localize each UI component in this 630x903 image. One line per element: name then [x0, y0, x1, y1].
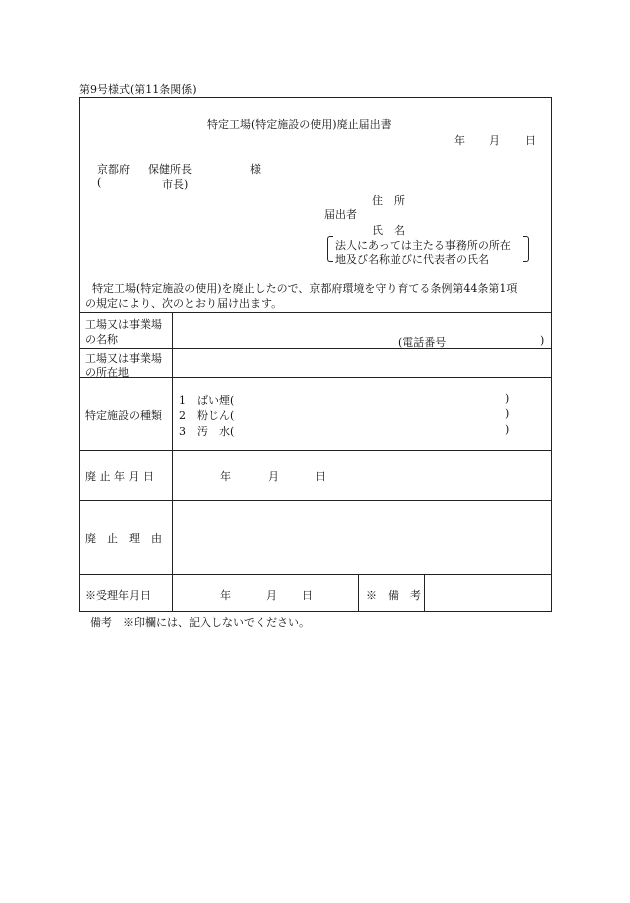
notifier-name-label: 氏 名 [372, 224, 405, 237]
addressee-health-center-chief: 保健所長 [148, 163, 192, 176]
factory-location-label-line1: 工場又は事業場 [85, 352, 162, 365]
abolition-date-year: 年 [220, 470, 231, 483]
statement-line1: 特定工場(特定施設の使用)を廃止したので、京都府環境を守り育てる条例第44条第1項 [92, 282, 518, 295]
facility-type-soot: 1 ばい煙( [179, 394, 235, 407]
facility-type-dust-close: ) [505, 407, 510, 420]
row-divider [80, 574, 551, 575]
abolition-reason-label: 廃 止 理 由 [85, 532, 162, 545]
corp-note-bracket-right [523, 236, 529, 262]
addressee-open-paren: ( [97, 176, 102, 189]
abolition-date-month: 月 [268, 470, 279, 483]
facility-type-sewage-close: ) [505, 423, 510, 436]
abolition-date-label: 廃 止 年 月 日 [85, 470, 154, 483]
receipt-date-label: ※受理年月日 [85, 589, 151, 602]
notification-form [79, 97, 552, 612]
remarks-divider-right [424, 574, 425, 612]
factory-name-label-line2: の名称 [85, 333, 118, 346]
receipt-date-day: 日 [302, 589, 313, 602]
form-title: 特定工場(特定施設の使用)廃止届出書 [207, 118, 392, 131]
addressee-honorific: 様 [250, 163, 261, 176]
header-date-month: 月 [489, 134, 500, 147]
row-divider [80, 450, 551, 451]
notifier-address-label: 住 所 [372, 194, 405, 207]
row-divider [80, 348, 551, 349]
row-divider [80, 377, 551, 378]
addressee-mayor: 市長) [162, 178, 189, 191]
corp-note-line2: 地及び名称並びに代表者の氏名 [335, 253, 489, 266]
receipt-date-year: 年 [220, 589, 231, 602]
corp-note-line1: 法人にあっては主たる事務所の所在 [335, 239, 511, 252]
phone-number-label: (電話番号 [398, 336, 447, 349]
abolition-date-day: 日 [315, 470, 326, 483]
footnote: 備考 ※印欄には、記入しないでください。 [90, 616, 310, 629]
label-column-divider [172, 312, 173, 612]
facility-type-soot-close: ) [505, 392, 510, 405]
row-divider [80, 312, 551, 313]
factory-name-label-line1: 工場又は事業場 [85, 318, 162, 331]
remarks-label: ※ 備 考 [366, 589, 421, 602]
row-divider [80, 500, 551, 501]
header-date-year: 年 [454, 134, 465, 147]
header-date-day: 日 [525, 134, 536, 147]
notifier-label: 届出者 [324, 208, 357, 221]
addressee-prefecture: 京都府 [97, 163, 130, 176]
statement-line2: の規定により、次のとおり届け出ます。 [85, 297, 283, 310]
facility-type-label: 特定施設の種類 [85, 409, 162, 422]
remarks-divider-left [358, 574, 359, 612]
corp-note-bracket-left [327, 236, 333, 262]
facility-type-dust: 2 粉じん( [179, 409, 235, 422]
facility-type-sewage: 3 汚 水( [179, 425, 235, 438]
phone-number-close: ) [540, 334, 545, 347]
form-number: 第9号様式(第11条関係) [79, 83, 197, 96]
factory-location-label-line2: の所在地 [85, 366, 129, 379]
receipt-date-month: 月 [266, 589, 277, 602]
